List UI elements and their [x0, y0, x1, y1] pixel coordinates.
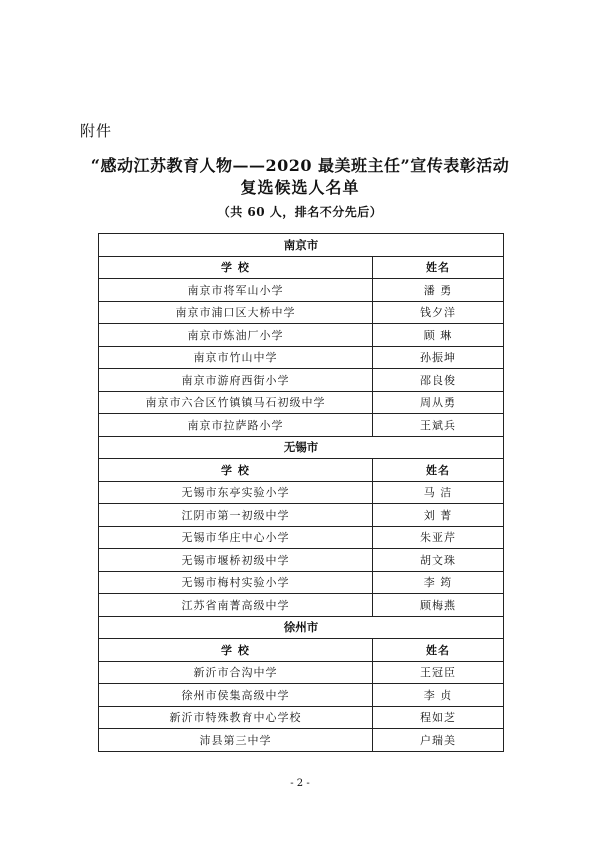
- school-cell: 沛县第三中学: [99, 729, 373, 752]
- name-cell: 顾梅燕: [372, 594, 503, 617]
- name-cell: 顾 琳: [372, 324, 503, 347]
- table-row: [99, 661, 504, 684]
- name-cell: 孙振坤: [372, 346, 503, 369]
- name-cell: 朱亚芹: [372, 526, 503, 549]
- table-row: [99, 684, 504, 707]
- table-row: [99, 346, 504, 369]
- name-cell: 刘 菁: [372, 504, 503, 527]
- document-title-line2: 复选候选人名单: [240, 178, 360, 197]
- name-cell: 钱夕洋: [372, 301, 503, 324]
- school-cell: 新沂市合沟中学: [99, 661, 373, 684]
- city-name: 无锡市: [99, 436, 504, 459]
- page-number: - 2 -: [290, 778, 310, 789]
- name-column-header: 姓名: [372, 639, 503, 662]
- name-cell: 胡文珠: [372, 549, 503, 572]
- name-cell: 潘 勇: [372, 279, 503, 302]
- name-cell: 王冠臣: [372, 661, 503, 684]
- school-cell: 南京市游府西街小学: [99, 369, 373, 392]
- name-cell: 李 贞: [372, 684, 503, 707]
- school-cell: 徐州市侯集高级中学: [99, 684, 373, 707]
- school-cell: 无锡市华庄中心小学: [99, 526, 373, 549]
- city-row: [99, 616, 504, 639]
- name-cell: 王斌兵: [372, 414, 503, 437]
- name-cell: 户瑞美: [372, 729, 503, 752]
- school-cell: 江苏省南菁高级中学: [99, 594, 373, 617]
- school-cell: 南京市将军山小学: [99, 279, 373, 302]
- school-cell: 南京市浦口区大桥中学: [99, 301, 373, 324]
- school-cell: 江阴市第一初级中学: [99, 504, 373, 527]
- table-row: [99, 706, 504, 729]
- name-cell: 周从勇: [372, 391, 503, 414]
- table-row: [99, 301, 504, 324]
- table-row: [99, 324, 504, 347]
- name-cell: 李 筠: [372, 571, 503, 594]
- city-row: [99, 436, 504, 459]
- table-row: [99, 549, 504, 572]
- school-column-header: 学 校: [99, 256, 373, 279]
- column-header-row: [99, 459, 504, 482]
- name-cell: 马 洁: [372, 481, 503, 504]
- city-name: 南京市: [99, 234, 504, 257]
- table-row: [99, 414, 504, 437]
- document-title: “感动江苏教育人物——2020 最美班主任”宣传表彰活动: [90, 156, 510, 175]
- school-cell: 南京市炼油厂小学: [99, 324, 373, 347]
- school-cell: 无锡市梅村实验小学: [99, 571, 373, 594]
- school-column-header: 学 校: [99, 459, 373, 482]
- document-subtitle: （共 60 人，排名不分先后）: [217, 205, 383, 219]
- name-cell: 程如芝: [372, 706, 503, 729]
- school-cell: 南京市六合区竹镇镇马石初级中学: [99, 391, 373, 414]
- candidate-table: [98, 233, 504, 752]
- school-cell: 无锡市堰桥初级中学: [99, 549, 373, 572]
- school-cell: 新沂市特殊教育中心学校: [99, 706, 373, 729]
- name-column-header: 姓名: [372, 459, 503, 482]
- school-cell: 无锡市东亭实验小学: [99, 481, 373, 504]
- table-row: [99, 369, 504, 392]
- school-cell: 南京市竹山中学: [99, 346, 373, 369]
- table-row: [99, 526, 504, 549]
- table-row: [99, 594, 504, 617]
- table-row: [99, 391, 504, 414]
- column-header-row: [99, 256, 504, 279]
- name-column-header: 姓名: [372, 256, 503, 279]
- table-row: [99, 729, 504, 752]
- table-row: [99, 481, 504, 504]
- table-row: [99, 504, 504, 527]
- city-row: [99, 234, 504, 257]
- column-header-row: [99, 639, 504, 662]
- school-column-header: 学 校: [99, 639, 373, 662]
- city-name: 徐州市: [99, 616, 504, 639]
- attachment-label: 附件: [80, 122, 113, 140]
- table-row: [99, 279, 504, 302]
- table-row: [99, 571, 504, 594]
- school-cell: 南京市拉萨路小学: [99, 414, 373, 437]
- name-cell: 邵良俊: [372, 369, 503, 392]
